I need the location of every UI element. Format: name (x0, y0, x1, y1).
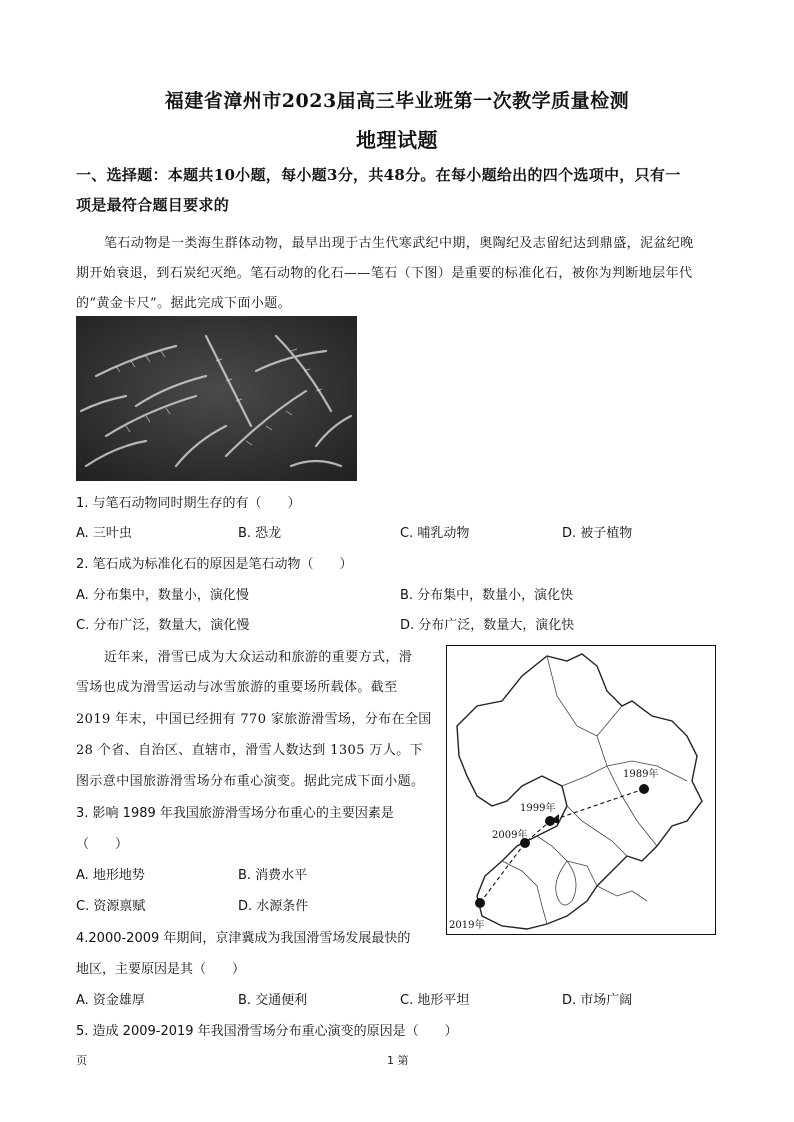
q2-option-c[interactable]: C. 分布广泛，数量大，演化慢 (76, 618, 250, 633)
q4-option-a[interactable]: A. 资金雄厚 (76, 993, 145, 1008)
q2-option-d[interactable]: D. 分布广泛，数量大，演化快 (400, 618, 575, 633)
q4-option-c[interactable]: C. 地形平坦 (400, 993, 470, 1008)
ski-resort-center-map (446, 645, 716, 935)
question-3-stem-paren: （ ） (76, 837, 129, 852)
q1-option-c[interactable]: C. 哺乳动物 (400, 526, 470, 541)
exam-subtitle: 地理试题 (356, 128, 438, 152)
section-heading-line2: 项是最符合题目要求的 (76, 196, 230, 214)
label-2009: 2009年 (492, 830, 528, 841)
q2-option-a[interactable]: A. 分布集中，数量小，演化慢 (76, 588, 249, 603)
passage2-line4: 28 个省、自治区、直辖市，滑雪人数达到 1305 万人。下 (76, 743, 424, 758)
center-shift-track (480, 789, 644, 903)
question-1-stem: 1. 与笔石动物同时期生存的有（ ） (76, 496, 301, 511)
question-5-stem: 5. 造成 2009-2019 年我国滑雪场分布重心演变的原因是（ ） (76, 1024, 458, 1039)
label-1999: 1999年 (520, 803, 556, 814)
center-1989 (639, 784, 649, 794)
passage2-line3: 2019 年末，中国已经拥有 770 家旅游滑雪场，分布在全国 (76, 712, 432, 727)
q4-option-d[interactable]: D. 市场广阔 (562, 993, 633, 1008)
passage1-line1: 笔石动物是一类海生群体动物，最早出现于古生代寒武纪中期，奥陶纪及志留纪达到鼎盛，泥盆纪晚 (104, 236, 694, 251)
q1-option-d[interactable]: D. 被子植物 (562, 526, 633, 541)
graptolite-fossil-photo (76, 316, 357, 481)
q3-option-b[interactable]: B. 消费水平 (238, 868, 308, 883)
question-2-stem: 2. 笔石成为标准化石的原因是笔石动物（ ） (76, 557, 353, 572)
question-4-stem: 4.2000-2009 年期间，京津冀成为我国滑雪场发展最快的 (76, 931, 411, 946)
center-2019 (475, 898, 485, 908)
peninsula (597, 886, 647, 901)
q2-option-b[interactable]: B. 分布集中，数量小，演化快 (400, 588, 574, 603)
passage1-line2: 期开始衰退，到石炭纪灭绝。笔石动物的化石——笔石（下图）是重要的标准化石，被你为判断地层年代 (76, 266, 693, 281)
q3-option-c[interactable]: C. 资源禀赋 (76, 899, 146, 914)
footer-left: 页 (76, 1054, 87, 1067)
q4-option-b[interactable]: B. 交通便利 (238, 993, 308, 1008)
question-4-stem-line2: 地区，主要原因是其（ ） (76, 962, 246, 977)
province-border-3 (547, 656, 622, 736)
footer-page-number: 1 第 (387, 1054, 409, 1067)
passage2-line1: 近年来，滑雪已成为大众运动和旅游的重要方式，滑 (104, 650, 413, 665)
label-1989: 1989年 (623, 769, 659, 780)
province-border-5 (502, 861, 547, 924)
exam-title: 福建省漳州市2023届高三毕业班第一次教学质量检测 (164, 90, 630, 112)
center-1999 (545, 816, 555, 826)
q3-option-d[interactable]: D. 水源条件 (238, 899, 309, 914)
northeast-china-map (447, 646, 714, 933)
passage2-line2: 雪场也成为滑雪运动与冰雪旅游的重要场所载体。截至 (76, 680, 398, 695)
fossil-texture (76, 316, 357, 481)
region-outline (457, 654, 702, 929)
passage2-line5: 图示意中国旅游滑雪场分布重心演变。据此完成下面小题。 (76, 774, 425, 789)
bohai-bay (556, 861, 576, 905)
q3-option-a[interactable]: A. 地形地势 (76, 868, 145, 883)
q1-option-a[interactable]: A. 三叶虫 (76, 526, 132, 541)
section-heading-line1: 一、选择题：本题共10小题，每小题3分，共48分。在每小题给出的四个选项中，只有一 (76, 166, 681, 184)
question-3-stem: 3. 影响 1989 年我国旅游滑雪场分布重心的主要因素是 (76, 806, 394, 821)
province-border-6 (567, 806, 627, 856)
label-2019: 2019年 (449, 920, 485, 931)
passage1-line3: 的“黄金卡尺”。据此完成下面小题。 (76, 296, 292, 311)
q1-option-b[interactable]: B. 恐龙 (238, 526, 282, 541)
